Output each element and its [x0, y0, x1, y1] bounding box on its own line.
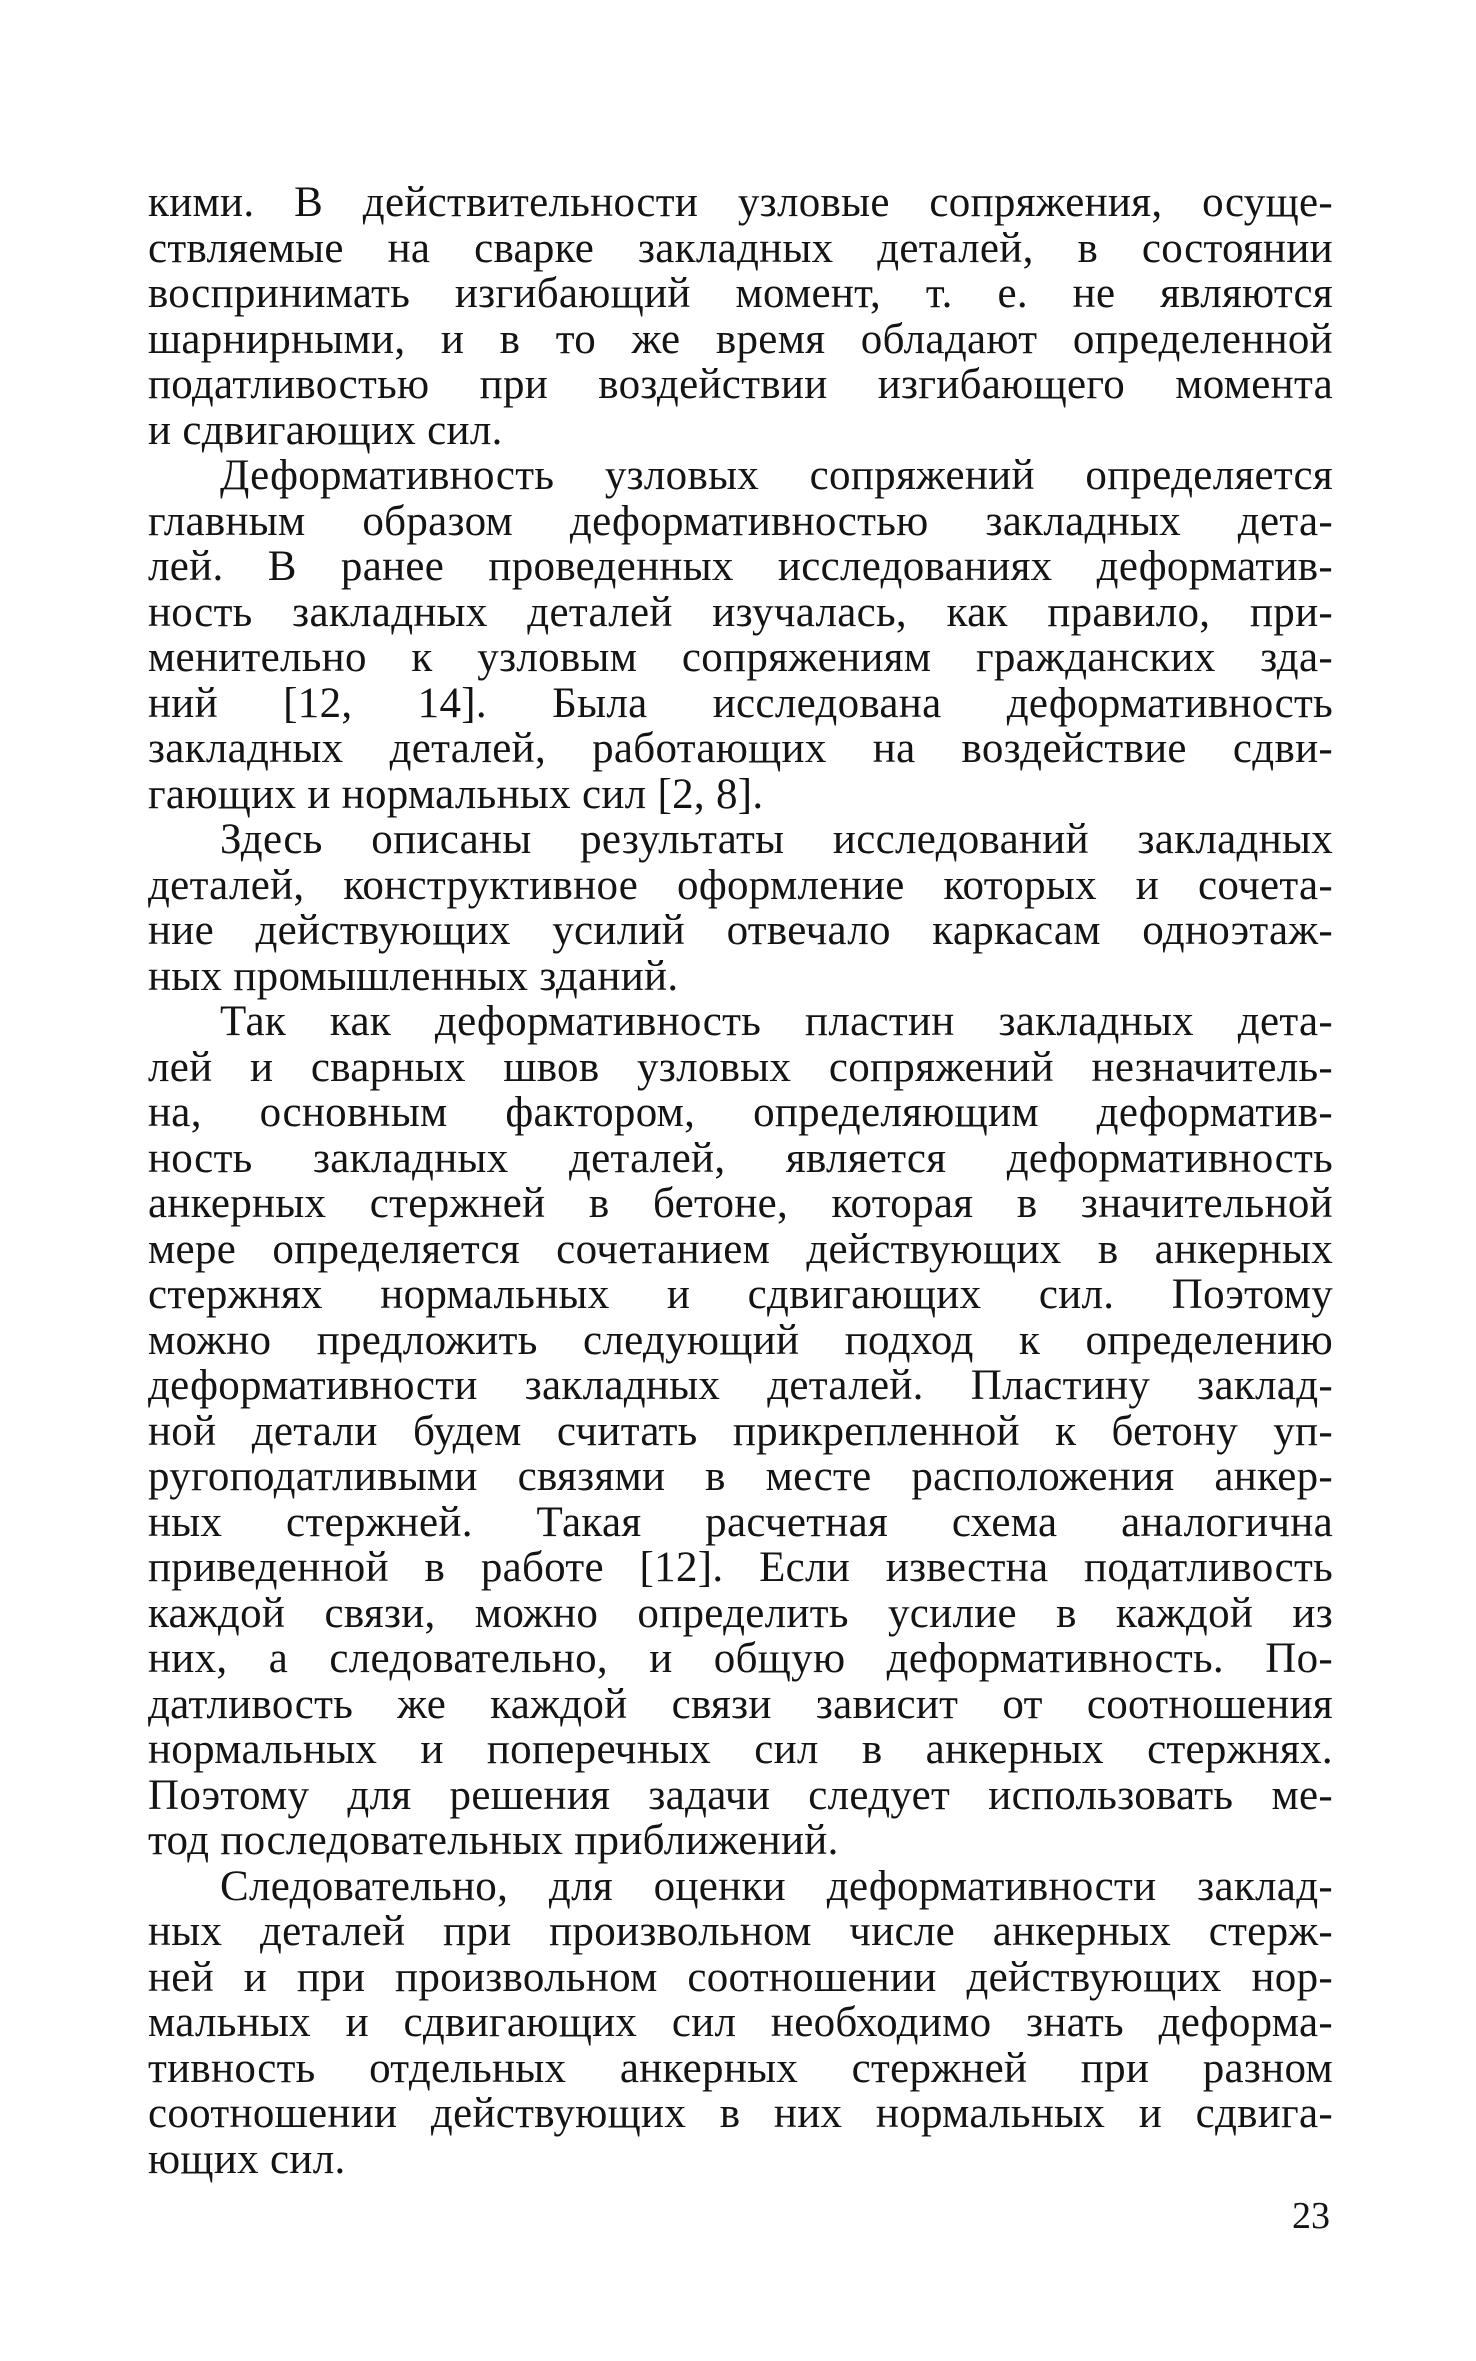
paragraph — [148, 999, 1333, 1864]
page-number: 23 — [1292, 2195, 1330, 2237]
text-line: приведенной в работе [12]. Если известна податливость — [148, 1544, 1333, 1591]
text-line: ругоподатливыми связями в месте расположения анкер- — [148, 1453, 1333, 1500]
text-line: ний [12, 14]. Была исследована деформативность — [148, 679, 1333, 727]
text-line: деформативности закладных деталей. Пластину заклад- — [148, 1362, 1333, 1409]
text-line: ствляемые на сварке закладных деталей, в состоянии — [148, 224, 1333, 272]
text-line: ность закладных деталей изучалась, как правило, при- — [148, 588, 1333, 636]
text-line: Деформативность узловых сопряжений определяется — [220, 452, 1333, 499]
text-line: ющих сил. — [148, 2135, 346, 2183]
text-line: нормальных и поперечных сил в анкерных стержнях. — [148, 1726, 1333, 1773]
text-line: анкерных стержней в бетоне, которая в значительной — [148, 1180, 1333, 1227]
text-line: ной детали будем считать прикрепленной к бетону уп- — [148, 1407, 1333, 1455]
text-line: Так как деформативность пластин закладных дета- — [220, 998, 1333, 1045]
text-line: Здесь описаны результаты исследований закладных — [220, 816, 1333, 863]
body-text — [148, 180, 1333, 2182]
text-line: датливость же каждой связи зависит от соотношения — [148, 1680, 1333, 1728]
text-line: деталей, конструктивное оформление которых и сочета- — [148, 861, 1333, 909]
text-line: соотношении действующих в них нормальных и сдвига- — [148, 2090, 1333, 2137]
text-line: Следовательно, для оценки деформативности заклад- — [220, 1862, 1333, 1910]
text-line: менительно к узловым сопряжениям гражданских зда- — [148, 634, 1333, 681]
paragraph — [148, 817, 1333, 999]
text-line: лей. В ранее проведенных исследованиях деформатив- — [148, 543, 1333, 590]
text-line: ние действующих усилий отвечало каркасам одноэтаж- — [148, 907, 1333, 954]
text-line: податливостью при воздействии изгибающего момента — [148, 361, 1333, 408]
text-line: ных промышленных зданий. — [148, 952, 679, 1000]
text-line: тод последовательных приближений. — [148, 1817, 839, 1864]
text-line: закладных деталей, работающих на воздействие сдви- — [148, 725, 1333, 772]
text-line: воспринимать изгибающий момент, т. е. не являются — [148, 270, 1333, 317]
text-line: ных деталей при произвольном числе анкерных стерж- — [148, 1908, 1333, 1955]
text-line: можно предложить следующий подход к определению — [148, 1316, 1333, 1364]
paragraph — [148, 453, 1333, 817]
text-line: гающих и нормальных сил [2, 8]. — [148, 770, 764, 818]
text-line: и сдвигающих сил. — [148, 406, 503, 454]
text-line: на, основным фактором, определяющим деформатив- — [148, 1089, 1333, 1136]
text-line: шарнирными, и в то же время обладают определенной — [148, 315, 1333, 363]
text-line: ней и при произвольном соотношении действующих нор- — [148, 1953, 1333, 2001]
text-line: них, а следовательно, и общую деформативность. По- — [148, 1635, 1333, 1682]
text-line: Поэтому для решения задачи следует использовать ме- — [148, 1771, 1333, 1819]
text-line: ность закладных деталей, является деформативность — [148, 1134, 1333, 1182]
text-line: тивность отдельных анкерных стержней при разном — [148, 2044, 1333, 2092]
text-line: кими. В действительности узловые сопряжения, осуще- — [148, 179, 1333, 226]
text-line: ных стержней. Такая расчетная схема аналогична — [148, 1498, 1333, 1546]
text-line: главным образом деформативностью закладных дета- — [148, 497, 1333, 545]
text-line: каждой связи, можно определить усилие в каждой из — [148, 1589, 1333, 1637]
text-line: стержнях нормальных и сдвигающих сил. Поэтому — [148, 1271, 1333, 1318]
text-line: лей и сварных швов узловых сопряжений незначитель- — [148, 1043, 1333, 1091]
paragraph — [148, 180, 1333, 453]
text-line: мальных и сдвигающих сил необходимо знать деформа- — [148, 1999, 1333, 2046]
text-line: мере определяется сочетанием действующих в анкерных — [148, 1225, 1333, 1273]
paragraph — [148, 1864, 1333, 2183]
